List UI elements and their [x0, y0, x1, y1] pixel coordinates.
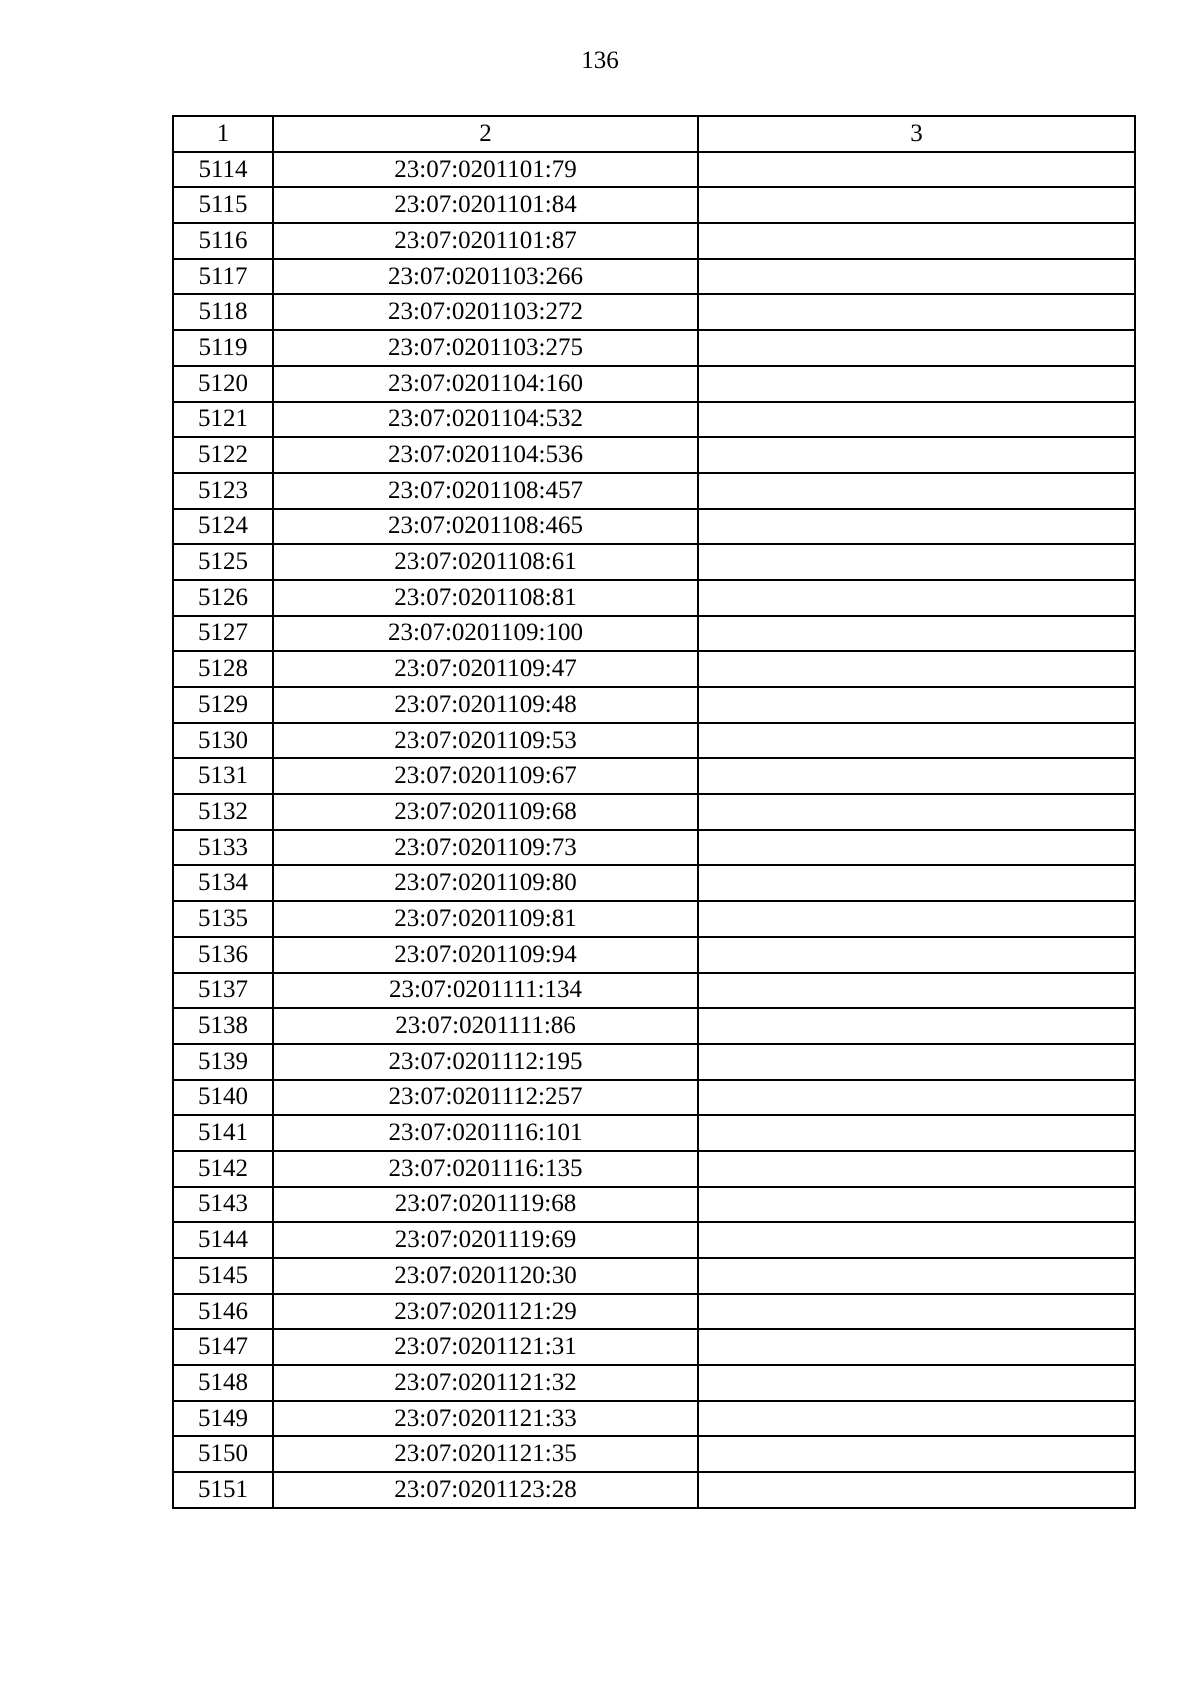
note-cell — [698, 616, 1135, 652]
note-cell — [698, 651, 1135, 687]
note-cell — [698, 223, 1135, 259]
table-row — [173, 1294, 1135, 1330]
row-number-cell: 5121 — [173, 402, 273, 438]
note-cell — [698, 1436, 1135, 1472]
cadastral-number-cell: 23:07:0201111:86 — [273, 1008, 698, 1044]
table-row — [173, 402, 1135, 438]
row-number-cell: 5130 — [173, 723, 273, 759]
note-cell — [698, 1080, 1135, 1116]
cadastral-number-cell: 23:07:0201119:69 — [273, 1222, 698, 1258]
cadastral-number-cell: 23:07:0201104:536 — [273, 437, 698, 473]
table-header — [173, 116, 1135, 152]
table-row — [173, 1258, 1135, 1294]
note-cell — [698, 1294, 1135, 1330]
table-row — [173, 1222, 1135, 1258]
table-row — [173, 651, 1135, 687]
row-number-cell: 5150 — [173, 1436, 273, 1472]
table-row — [173, 580, 1135, 616]
note-cell — [698, 865, 1135, 901]
header-cell-1: 1 — [173, 116, 273, 152]
table-row — [173, 758, 1135, 794]
note-cell — [698, 1008, 1135, 1044]
cadastral-number-cell: 23:07:0201108:61 — [273, 544, 698, 580]
row-number-cell: 5145 — [173, 1258, 273, 1294]
table-row — [173, 1329, 1135, 1365]
table-row — [173, 1365, 1135, 1401]
row-number-cell: 5118 — [173, 294, 273, 330]
note-cell — [698, 1365, 1135, 1401]
cadastral-number-cell: 23:07:0201101:79 — [273, 152, 698, 188]
cadastral-number-cell: 23:07:0201101:87 — [273, 223, 698, 259]
cadastral-number-cell: 23:07:0201109:81 — [273, 901, 698, 937]
note-cell — [698, 937, 1135, 973]
row-number-cell: 5129 — [173, 687, 273, 723]
cadastral-number-cell: 23:07:0201121:33 — [273, 1401, 698, 1437]
note-cell — [698, 723, 1135, 759]
row-number-cell: 5132 — [173, 794, 273, 830]
cadastral-number-cell: 23:07:0201103:272 — [273, 294, 698, 330]
cadastral-number-cell: 23:07:0201108:81 — [273, 580, 698, 616]
cadastral-number-cell: 23:07:0201108:457 — [273, 473, 698, 509]
note-cell — [698, 402, 1135, 438]
cadastral-table — [172, 115, 1136, 1509]
row-number-cell: 5115 — [173, 187, 273, 223]
cadastral-number-cell: 23:07:0201109:94 — [273, 937, 698, 973]
cadastral-number-cell: 23:07:0201112:257 — [273, 1080, 698, 1116]
note-cell — [698, 437, 1135, 473]
header-cell-3: 3 — [698, 116, 1135, 152]
row-number-cell: 5146 — [173, 1294, 273, 1330]
cadastral-number-cell: 23:07:0201101:84 — [273, 187, 698, 223]
note-cell — [698, 1044, 1135, 1080]
note-cell — [698, 1329, 1135, 1365]
note-cell — [698, 544, 1135, 580]
table-row — [173, 1008, 1135, 1044]
table-row — [173, 259, 1135, 295]
cadastral-number-cell: 23:07:0201121:29 — [273, 1294, 698, 1330]
cadastral-number-cell: 23:07:0201121:31 — [273, 1329, 698, 1365]
cadastral-number-cell: 23:07:0201109:53 — [273, 723, 698, 759]
cadastral-number-cell: 23:07:0201120:30 — [273, 1258, 698, 1294]
row-number-cell: 5139 — [173, 1044, 273, 1080]
table-row — [173, 1151, 1135, 1187]
table-row — [173, 794, 1135, 830]
note-cell — [698, 1258, 1135, 1294]
table-row — [173, 723, 1135, 759]
row-number-cell: 5147 — [173, 1329, 273, 1365]
cadastral-number-cell: 23:07:0201109:68 — [273, 794, 698, 830]
note-cell — [698, 473, 1135, 509]
row-number-cell: 5128 — [173, 651, 273, 687]
table-row — [173, 223, 1135, 259]
row-number-cell: 5116 — [173, 223, 273, 259]
cadastral-number-cell: 23:07:0201104:532 — [273, 402, 698, 438]
table-row — [173, 437, 1135, 473]
row-number-cell: 5151 — [173, 1472, 273, 1508]
table-row — [173, 1436, 1135, 1472]
row-number-cell: 5126 — [173, 580, 273, 616]
table-body — [173, 152, 1135, 1508]
note-cell — [698, 1115, 1135, 1151]
row-number-cell: 5119 — [173, 330, 273, 366]
row-number-cell: 5143 — [173, 1187, 273, 1223]
note-cell — [698, 901, 1135, 937]
row-number-cell: 5120 — [173, 366, 273, 402]
table-row — [173, 937, 1135, 973]
cadastral-number-cell: 23:07:0201116:135 — [273, 1151, 698, 1187]
cadastral-number-cell: 23:07:0201104:160 — [273, 366, 698, 402]
row-number-cell: 5142 — [173, 1151, 273, 1187]
table-row — [173, 901, 1135, 937]
cadastral-number-cell: 23:07:0201121:35 — [273, 1436, 698, 1472]
note-cell — [698, 187, 1135, 223]
note-cell — [698, 259, 1135, 295]
row-number-cell: 5134 — [173, 865, 273, 901]
row-number-cell: 5148 — [173, 1365, 273, 1401]
row-number-cell: 5125 — [173, 544, 273, 580]
header-row — [173, 116, 1135, 152]
cadastral-number-cell: 23:07:0201109:67 — [273, 758, 698, 794]
table-row — [173, 366, 1135, 402]
table-row — [173, 830, 1135, 866]
note-cell — [698, 1401, 1135, 1437]
table-row — [173, 294, 1135, 330]
note-cell — [698, 830, 1135, 866]
row-number-cell: 5114 — [173, 152, 273, 188]
cadastral-number-cell: 23:07:0201109:100 — [273, 616, 698, 652]
row-number-cell: 5144 — [173, 1222, 273, 1258]
row-number-cell: 5137 — [173, 973, 273, 1009]
cadastral-number-cell: 23:07:0201112:195 — [273, 1044, 698, 1080]
note-cell — [698, 794, 1135, 830]
row-number-cell: 5149 — [173, 1401, 273, 1437]
row-number-cell: 5122 — [173, 437, 273, 473]
row-number-cell: 5127 — [173, 616, 273, 652]
table-row — [173, 1044, 1135, 1080]
table-row — [173, 616, 1135, 652]
row-number-cell: 5117 — [173, 259, 273, 295]
table-row — [173, 1187, 1135, 1223]
note-cell — [698, 509, 1135, 545]
cadastral-number-cell: 23:07:0201109:73 — [273, 830, 698, 866]
table-row — [173, 187, 1135, 223]
row-number-cell: 5135 — [173, 901, 273, 937]
cadastral-number-cell: 23:07:0201111:134 — [273, 973, 698, 1009]
cadastral-number-cell: 23:07:0201123:28 — [273, 1472, 698, 1508]
note-cell — [698, 1472, 1135, 1508]
row-number-cell: 5136 — [173, 937, 273, 973]
cadastral-number-cell: 23:07:0201121:32 — [273, 1365, 698, 1401]
note-cell — [698, 330, 1135, 366]
row-number-cell: 5124 — [173, 509, 273, 545]
row-number-cell: 5141 — [173, 1115, 273, 1151]
note-cell — [698, 687, 1135, 723]
table-row — [173, 1401, 1135, 1437]
note-cell — [698, 1151, 1135, 1187]
note-cell — [698, 294, 1135, 330]
cadastral-number-cell: 23:07:0201116:101 — [273, 1115, 698, 1151]
cadastral-number-cell: 23:07:0201109:80 — [273, 865, 698, 901]
cadastral-number-cell: 23:07:0201108:465 — [273, 509, 698, 545]
note-cell — [698, 1187, 1135, 1223]
table-row — [173, 152, 1135, 188]
table-row — [173, 1115, 1135, 1151]
table-row — [173, 473, 1135, 509]
cadastral-number-cell: 23:07:0201103:266 — [273, 259, 698, 295]
note-cell — [698, 366, 1135, 402]
cadastral-number-cell: 23:07:0201119:68 — [273, 1187, 698, 1223]
note-cell — [698, 973, 1135, 1009]
note-cell — [698, 580, 1135, 616]
table-row — [173, 544, 1135, 580]
cadastral-number-cell: 23:07:0201109:47 — [273, 651, 698, 687]
row-number-cell: 5131 — [173, 758, 273, 794]
note-cell — [698, 1222, 1135, 1258]
table-row — [173, 687, 1135, 723]
note-cell — [698, 152, 1135, 188]
table-row — [173, 1080, 1135, 1116]
row-number-cell: 5138 — [173, 1008, 273, 1044]
row-number-cell: 5133 — [173, 830, 273, 866]
table-row — [173, 1472, 1135, 1508]
table-row — [173, 509, 1135, 545]
table-row — [173, 330, 1135, 366]
table-row — [173, 865, 1135, 901]
cadastral-number-cell: 23:07:0201109:48 — [273, 687, 698, 723]
page-number: 136 — [581, 47, 619, 74]
table-row — [173, 973, 1135, 1009]
cadastral-number-cell: 23:07:0201103:275 — [273, 330, 698, 366]
row-number-cell: 5140 — [173, 1080, 273, 1116]
row-number-cell: 5123 — [173, 473, 273, 509]
note-cell — [698, 758, 1135, 794]
header-cell-2: 2 — [273, 116, 698, 152]
